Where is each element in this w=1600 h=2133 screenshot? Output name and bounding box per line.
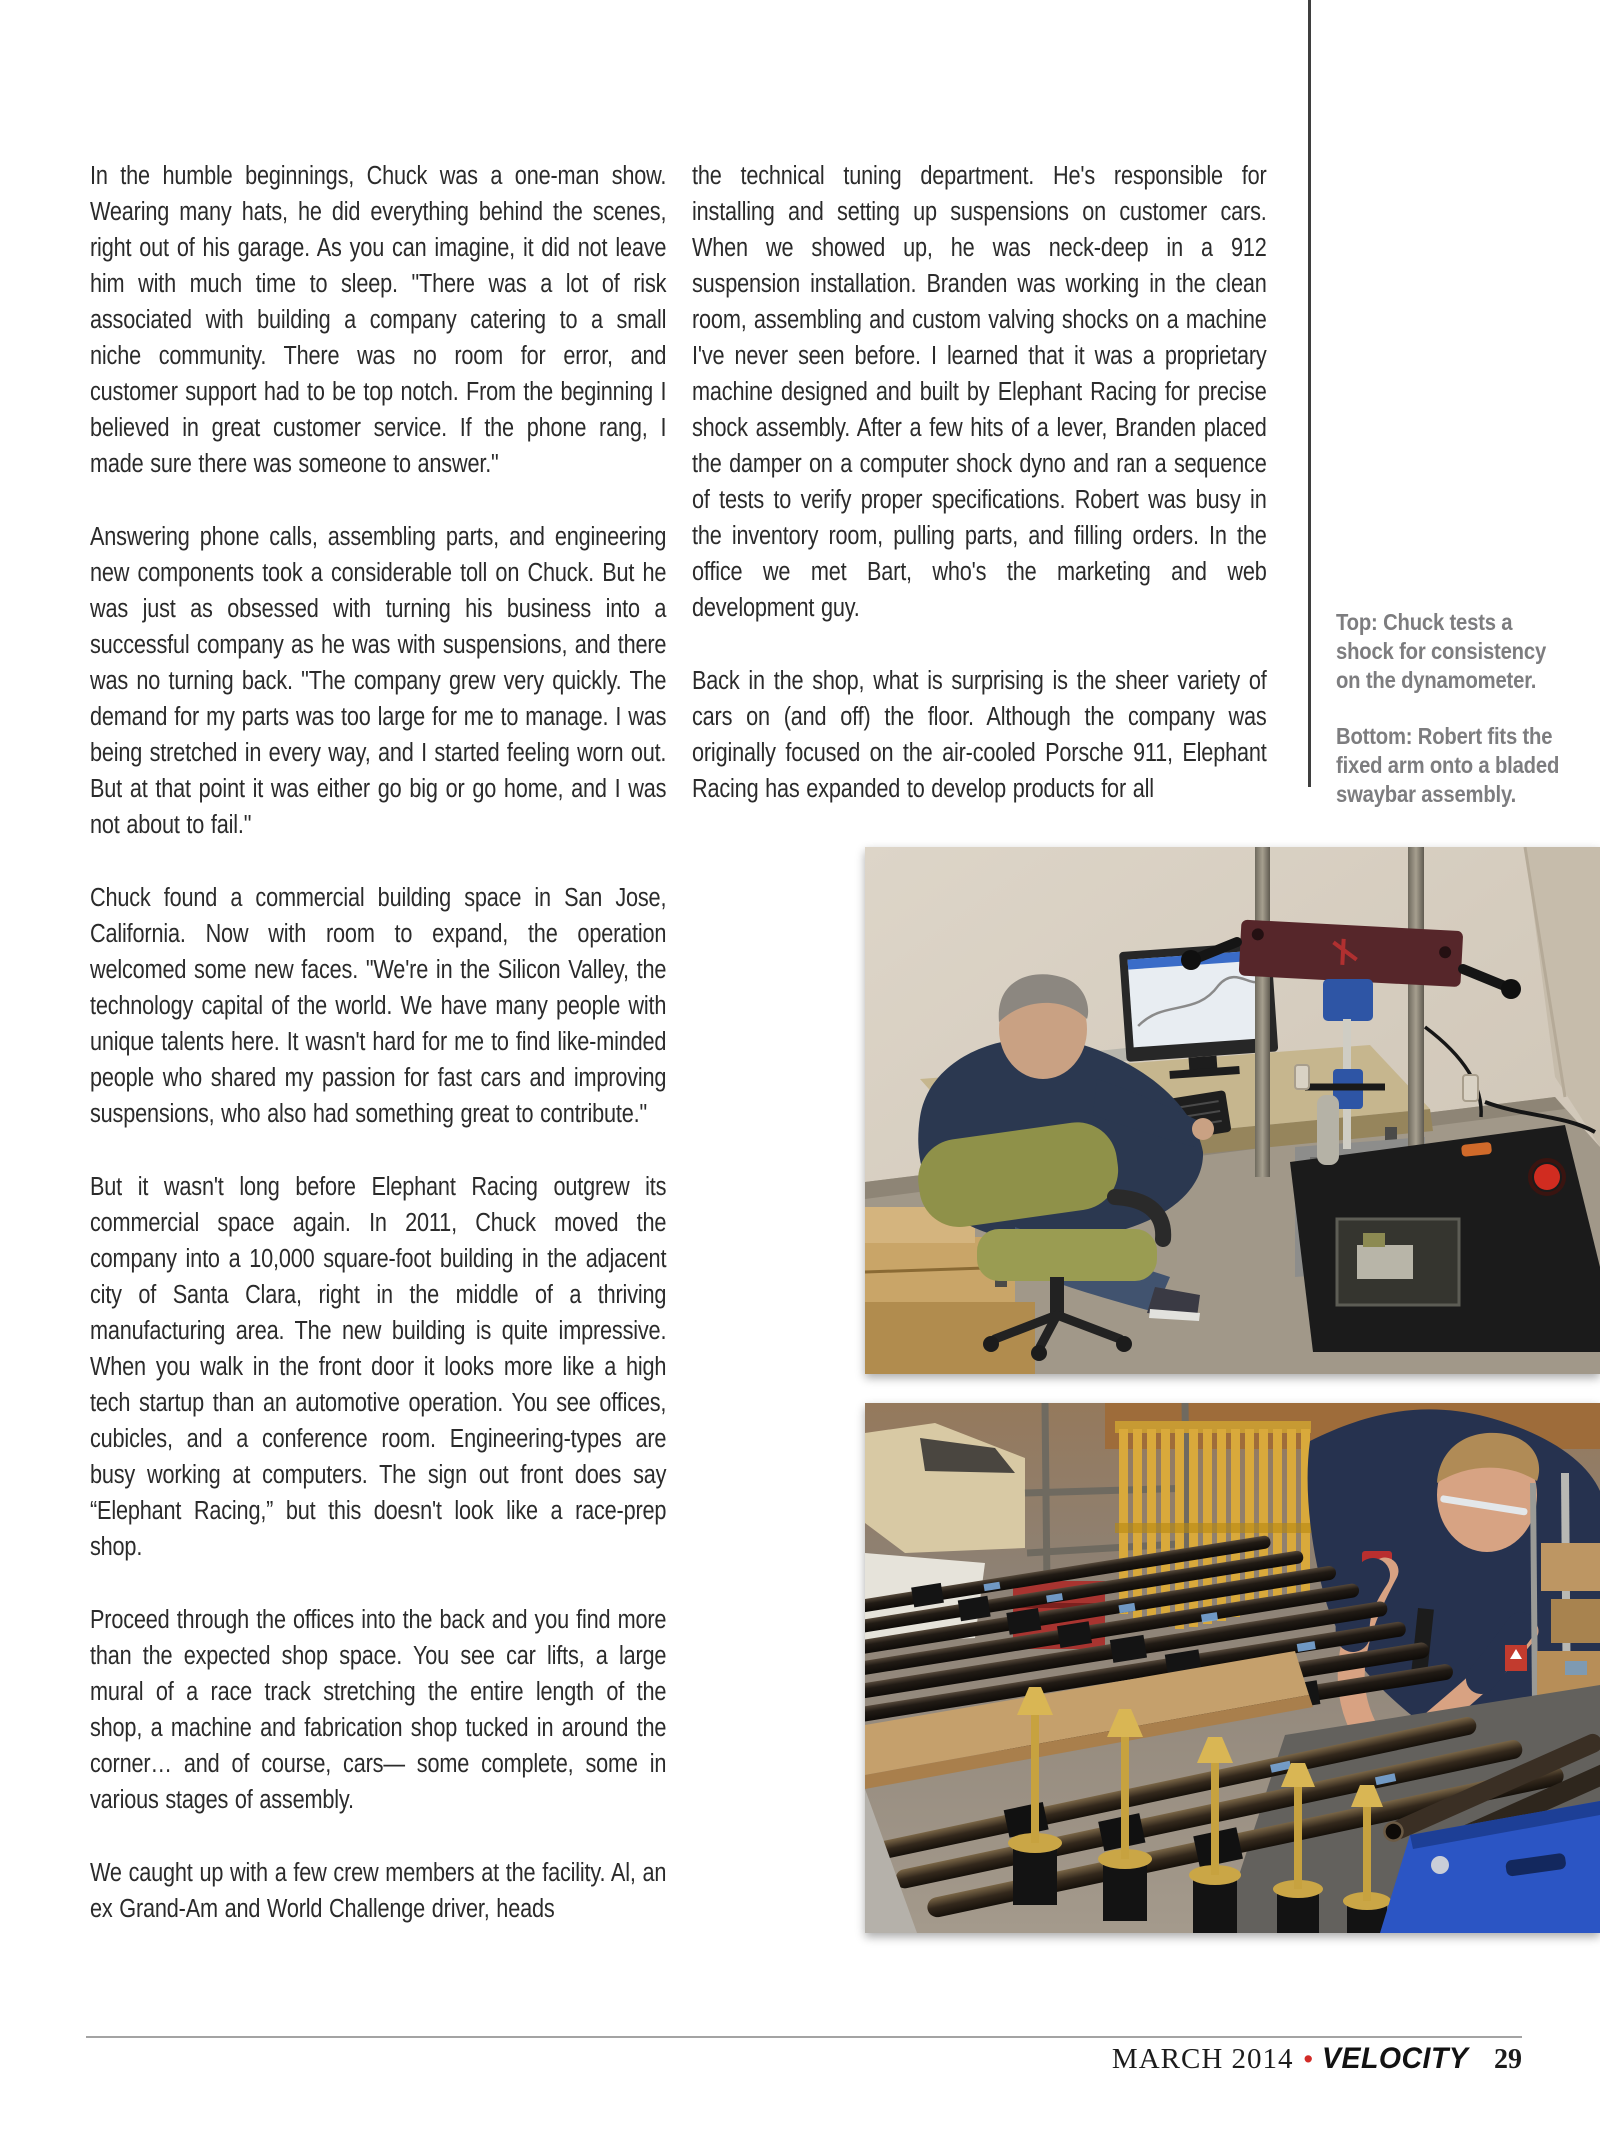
body-paragraph: Proceed through the offices into the back and you find more than the expected shop space. You see car lifts, a large mural of a race track stretching the entire length of the shop, a machine and fabrication shop tucked in around the corner… and of course, cars— some complete, some in various stages of assembly. xyxy=(90,1606,667,1814)
caption-top-photo: Top: Chuck tests a shock for consistency on the dynamometer. xyxy=(1336,609,1547,693)
footer-bullet: • xyxy=(1303,2044,1313,2074)
hand xyxy=(1192,1118,1214,1140)
body-paragraph: We caught up with a few crew members at the facility. Al, an ex Grand-Am and World Challenge driver, heads xyxy=(90,1859,667,1923)
silver-cylinder xyxy=(1317,1095,1339,1165)
emergency-stop-button xyxy=(1534,1164,1560,1190)
body-paragraph: the technical tuning department. He's responsible for installing and setting up suspensions on customer cars. When we showed up, he was neck-deep in a 912 suspension installation. Branden was working in the clean room, assembling and custom valving shocks on a machine I've never seen before. I learned that it was a proprietary machine designed and built by Elephant Racing for precise shock assembly. After a few hits of a lever, Branden placed the damper on a computer shock dyno and ran a sequence of tests to verify proper specifications. Robert was busy in the inventory room, pulling parts, and filling orders. In the office we met Bart, who's the marketing and web development guy. xyxy=(692,162,1267,622)
body-paragraph: In the humble beginnings, Chuck was a one-man show. Wearing many hats, he did everything behind the scenes, right out of his garage. As you can imagine, it did not leave him with much time to sleep. "There was a lot of risk associated with building a company catering to a small niche community. There was no room for error, and customer support had to be top notch. From the beginning I believed in great customer service. If the phone rang, I made sure there was someone to answer." xyxy=(90,162,667,478)
photo-dynamometer-illustration xyxy=(865,847,1600,1374)
footer-rule xyxy=(86,2036,1522,2038)
photo-swaybar-illustration xyxy=(865,1403,1600,1933)
footer-magazine-name: VELOCITY xyxy=(1321,2042,1469,2075)
footer-page-number: 29 xyxy=(1494,2044,1522,2075)
photo-swaybar-assembly xyxy=(865,1403,1600,1933)
footer-issue-date: MARCH 2014 xyxy=(1111,2043,1294,2075)
sidebar-vertical-rule xyxy=(1308,0,1311,787)
body-paragraph: But it wasn't long before Elephant Racing outgrew its commercial space again. In 2011, Chuck moved the company into a 10,000 square-foot building in the adjacent city of Santa Clara, right in the middle of a thriving manufacturing area. The new building is quite impressive. When you walk in the front door it looks more like a high tech startup than an automotive operation. You see offices, cubicles, and a conference room. Engineering-types are busy working at computers. The sign out front does say “Elephant Racing,” but this doesn't look like a race-prep shop. xyxy=(90,1173,667,1561)
body-paragraph: Back in the shop, what is surprising is the sheer variety of cars on (and off) the floor. Although the company was originally focused on the air-cooled Porsche 911, Elephant Racing has expanded to develop products for all xyxy=(692,667,1267,803)
photo-caption-block xyxy=(1336,608,1575,809)
photo-shock-dynamometer xyxy=(865,847,1600,1374)
load-cell xyxy=(1323,979,1373,1021)
caption-bottom-photo: Bottom: Robert fits the fixed arm onto a bladed swaybar assembly. xyxy=(1336,723,1560,807)
article-left-column xyxy=(90,158,666,1964)
body-paragraph: Chuck found a commercial building space in San Jose, California. Now with room to expand, the operation welcomed some new faces. "We're in the Silicon Valley, the technology capital of the world. We have many people with unique talents here. It wasn't hard for me to find like-minded people who shared my passion for fast cars and improving suspensions, who also had something great to contribute." xyxy=(90,884,667,1128)
article-right-column xyxy=(692,158,1267,844)
body-paragraph: Answering phone calls, assembling parts, and engineering new components took a considerable toll on Chuck. But he was just as obsessed with turning his business into a successful company as he was with suspensions, and there was no turning back. "The company grew very quickly. The demand for my parts was too large for me to manage. I was being stretched in every way, and I started feeling worn out. But at that point it was either go big or go home, and I was not about to fail." xyxy=(90,523,667,839)
footer xyxy=(1112,2042,1522,2076)
crossbar xyxy=(1239,920,1464,988)
